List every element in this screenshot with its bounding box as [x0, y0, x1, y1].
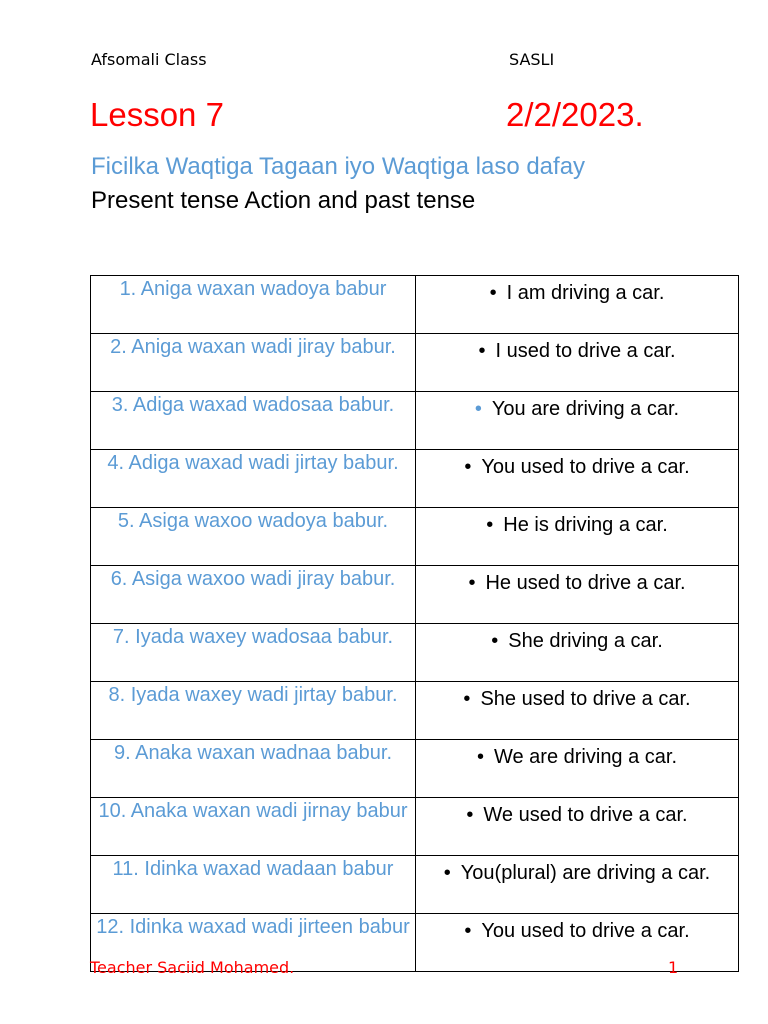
- english-sentence-cell: [416, 856, 739, 914]
- english-sentence-cell: [416, 276, 739, 334]
- english-sentence: You used to drive a car.: [481, 920, 690, 942]
- item-number: 11.: [112, 858, 139, 880]
- header-class-name: Afsomali Class: [91, 50, 207, 69]
- english-sentence-cell: [416, 740, 739, 798]
- somali-sentence: Asiga waxoo wadoya babur.: [139, 510, 389, 532]
- english-sentence-cell: [416, 566, 739, 624]
- item-number: 2.: [110, 336, 127, 358]
- item-number: 4.: [107, 452, 125, 474]
- somali-sentence-cell: [91, 624, 416, 682]
- somali-sentence-cell: [91, 508, 416, 566]
- somali-sentence-cell: [91, 450, 416, 508]
- subtitle-english: Present tense Action and past tense: [91, 187, 476, 214]
- english-sentence: You used to drive a car.: [481, 456, 690, 478]
- header-school-name: SASLI: [509, 50, 555, 69]
- english-sentence: You(plural) are driving a car.: [460, 862, 711, 884]
- somali-sentence-cell: [91, 392, 416, 450]
- english-sentence: She driving a car.: [508, 630, 663, 652]
- somali-sentence-cell: [91, 682, 416, 740]
- bullet-icon: •: [478, 340, 486, 362]
- english-sentence: We are driving a car.: [493, 746, 678, 768]
- somali-sentence-cell: [91, 856, 416, 914]
- bullet-icon: •: [491, 630, 499, 652]
- table-row: [91, 624, 739, 682]
- english-sentence: I am driving a car.: [506, 282, 665, 304]
- bullet-icon: •: [464, 920, 472, 942]
- somali-sentence: Iyada waxey wadosaa babur.: [135, 626, 394, 648]
- table-row: [91, 508, 739, 566]
- lesson-title: Lesson 7: [90, 96, 224, 133]
- bullet-icon: •: [489, 282, 497, 304]
- table-row: [91, 798, 739, 856]
- somali-sentence-cell: [91, 276, 416, 334]
- page-number: 1: [668, 958, 679, 977]
- table-row: [91, 392, 739, 450]
- item-number: 12.: [96, 916, 125, 938]
- subtitle-somali: Ficilka Waqtiga Tagaan iyo Waqtiga laso dafay: [91, 153, 586, 180]
- table-row: [91, 566, 739, 624]
- bullet-icon: •: [476, 746, 484, 768]
- table-row: [91, 334, 739, 392]
- somali-sentence: Anaka waxan wadnaa babur.: [135, 742, 392, 764]
- somali-sentence: Adiga waxad wadi jirtay babur.: [128, 452, 399, 474]
- english-sentence-cell: [416, 682, 739, 740]
- bullet-icon: •: [443, 862, 451, 884]
- english-sentence: You are driving a car.: [491, 398, 680, 420]
- english-sentence-cell: [416, 334, 739, 392]
- item-number: 9.: [114, 742, 131, 764]
- bullet-icon: •: [474, 398, 482, 420]
- bullet-icon: •: [468, 572, 476, 594]
- somali-sentence-cell: [91, 740, 416, 798]
- english-sentence: We used to drive a car.: [483, 804, 688, 826]
- item-number: 10.: [98, 800, 127, 822]
- english-sentence: He used to drive a car.: [485, 572, 686, 594]
- somali-sentence: Aniga waxan wadi jiray babur.: [131, 336, 396, 358]
- lesson-date: 2/2/2023.: [506, 96, 644, 133]
- table-row: [91, 740, 739, 798]
- item-number: 6.: [110, 568, 128, 590]
- bullet-icon: •: [466, 804, 474, 826]
- english-sentence-cell: [416, 624, 739, 682]
- footer-teacher: Teacher Saciid Mohamed.: [90, 958, 295, 977]
- somali-sentence: Anaka waxan wadi jirnay babur: [130, 800, 408, 822]
- english-sentence: She used to drive a car.: [480, 688, 691, 710]
- somali-sentence: Aniga waxan wadoya babur: [140, 278, 387, 300]
- bullet-icon: •: [463, 688, 471, 710]
- somali-sentence-cell: [91, 798, 416, 856]
- english-sentence-cell: [416, 508, 739, 566]
- table-row: [91, 450, 739, 508]
- english-sentence: I used to drive a car.: [495, 340, 676, 362]
- somali-sentence-cell: [91, 566, 416, 624]
- somali-sentence: Idinka waxad wadi jirteen babur: [129, 916, 410, 938]
- somali-sentence: Adiga waxad wadosaa babur.: [132, 394, 395, 416]
- bullet-icon: •: [464, 456, 472, 478]
- somali-sentence: Asiga waxoo wadi jiray babur.: [131, 568, 396, 590]
- item-number: 7.: [112, 626, 130, 648]
- english-sentence: He is driving a car.: [503, 514, 668, 536]
- lesson-table: [90, 275, 739, 972]
- item-number: 3.: [111, 394, 129, 416]
- somali-sentence-cell: [91, 334, 416, 392]
- english-sentence-cell: [416, 450, 739, 508]
- bullet-icon: •: [486, 514, 494, 536]
- table-row: [91, 276, 739, 334]
- table-row: [91, 856, 739, 914]
- item-number: 5.: [117, 510, 135, 532]
- item-number: 1.: [119, 278, 137, 300]
- english-sentence-cell: [416, 392, 739, 450]
- english-sentence-cell: [416, 798, 739, 856]
- somali-sentence: Iyada waxey wadi jirtay babur.: [130, 684, 398, 706]
- english-sentence-cell: [416, 914, 739, 972]
- table-row: [91, 682, 739, 740]
- item-number: 8.: [108, 684, 126, 706]
- somali-sentence: Idinka waxad wadaan babur: [144, 858, 394, 880]
